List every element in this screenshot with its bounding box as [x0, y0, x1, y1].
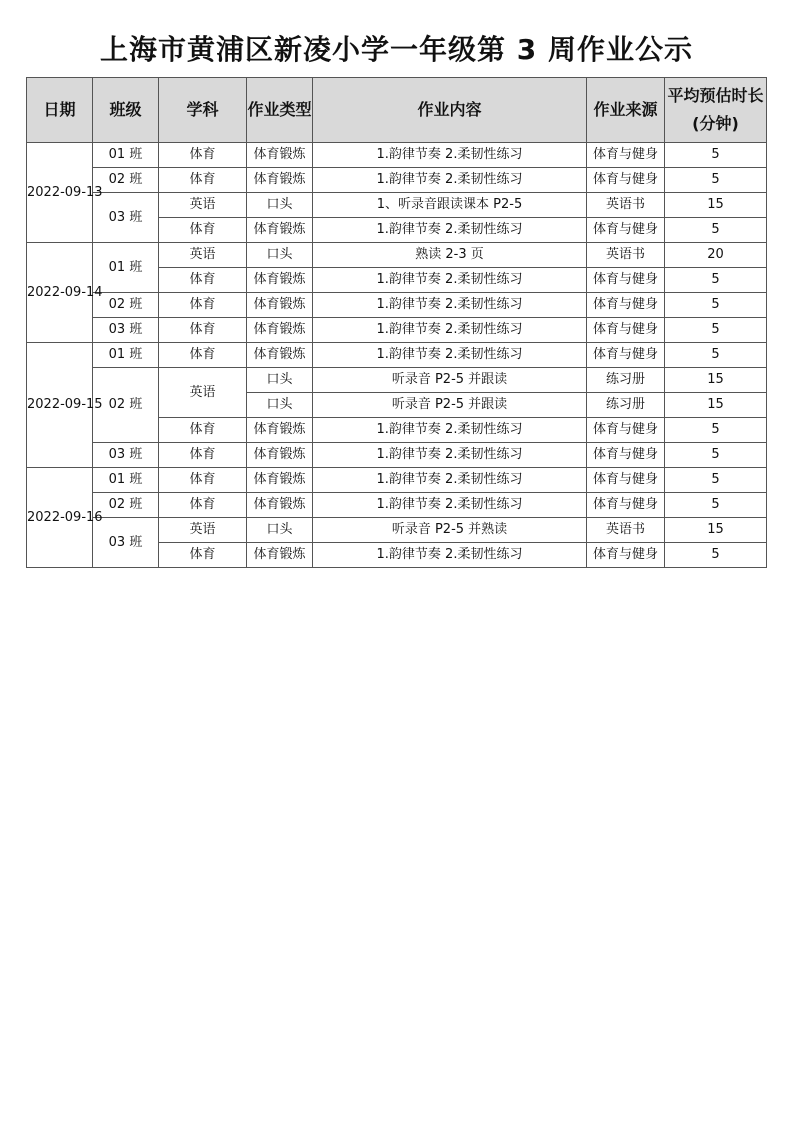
content-cell: 1.韵律节奏 2.柔韧性练习 [313, 343, 587, 368]
minutes-cell: 15 [665, 393, 767, 418]
content-cell: 1.韵律节奏 2.柔韧性练习 [313, 168, 587, 193]
class-cell: 03 班 [93, 193, 159, 243]
subject-cell: 英语 [159, 193, 247, 218]
source-cell: 英语书 [587, 518, 665, 543]
table-row [27, 468, 767, 493]
type-cell: 体育锻炼 [247, 218, 313, 243]
class-cell: 03 班 [93, 443, 159, 468]
type-cell: 体育锻炼 [247, 293, 313, 318]
minutes-cell: 5 [665, 468, 767, 493]
content-cell: 1.韵律节奏 2.柔韧性练习 [313, 418, 587, 443]
source-cell: 体育与健身 [587, 168, 665, 193]
table-header [27, 78, 767, 143]
subject-cell: 英语 [159, 243, 247, 268]
source-cell: 英语书 [587, 193, 665, 218]
class-cell: 02 班 [93, 168, 159, 193]
type-cell: 体育锻炼 [247, 543, 313, 568]
date-cell: 2022-09-14 [27, 243, 93, 343]
type-cell: 体育锻炼 [247, 318, 313, 343]
class-cell: 03 班 [93, 318, 159, 343]
type-cell: 体育锻炼 [247, 168, 313, 193]
type-cell: 口头 [247, 518, 313, 543]
content-cell: 听录音 P2-5 并熟读 [313, 518, 587, 543]
content-cell: 1.韵律节奏 2.柔韧性练习 [313, 293, 587, 318]
content-cell: 听录音 P2-5 并跟读 [313, 368, 587, 393]
source-cell: 体育与健身 [587, 443, 665, 468]
source-cell: 体育与健身 [587, 468, 665, 493]
table-row [27, 193, 767, 218]
homework-table [26, 77, 767, 568]
type-cell: 体育锻炼 [247, 418, 313, 443]
class-cell: 01 班 [93, 343, 159, 368]
type-cell: 体育锻炼 [247, 268, 313, 293]
source-cell: 体育与健身 [587, 268, 665, 293]
source-cell: 体育与健身 [587, 143, 665, 168]
table-row [27, 168, 767, 193]
content-cell: 1.韵律节奏 2.柔韧性练习 [313, 493, 587, 518]
source-cell: 练习册 [587, 368, 665, 393]
date-cell: 2022-09-15 [27, 343, 93, 468]
content-cell: 1.韵律节奏 2.柔韧性练习 [313, 468, 587, 493]
minutes-cell: 20 [665, 243, 767, 268]
type-cell: 体育锻炼 [247, 468, 313, 493]
minutes-cell: 5 [665, 318, 767, 343]
minutes-cell: 5 [665, 293, 767, 318]
header-source: 作业来源 [587, 78, 665, 143]
type-cell: 口头 [247, 243, 313, 268]
class-cell: 02 班 [93, 493, 159, 518]
type-cell: 口头 [247, 393, 313, 418]
content-cell: 听录音 P2-5 并跟读 [313, 393, 587, 418]
minutes-cell: 5 [665, 143, 767, 168]
date-cell: 2022-09-16 [27, 468, 93, 568]
class-cell: 02 班 [93, 293, 159, 318]
date-cell: 2022-09-13 [27, 143, 93, 243]
table-body [27, 143, 767, 568]
header-type: 作业类型 [247, 78, 313, 143]
table-row [27, 143, 767, 168]
type-cell: 体育锻炼 [247, 143, 313, 168]
subject-cell: 体育 [159, 343, 247, 368]
minutes-cell: 5 [665, 168, 767, 193]
subject-cell: 体育 [159, 418, 247, 443]
table-row [27, 368, 767, 393]
subject-cell: 英语 [159, 368, 247, 418]
class-cell: 01 班 [93, 468, 159, 493]
minutes-cell: 5 [665, 493, 767, 518]
subject-cell: 体育 [159, 293, 247, 318]
class-cell: 02 班 [93, 368, 159, 443]
minutes-cell: 5 [665, 418, 767, 443]
table-row [27, 493, 767, 518]
minutes-cell: 5 [665, 443, 767, 468]
minutes-cell: 5 [665, 218, 767, 243]
type-cell: 体育锻炼 [247, 343, 313, 368]
subject-cell: 体育 [159, 268, 247, 293]
minutes-cell: 15 [665, 518, 767, 543]
table-row [27, 443, 767, 468]
minutes-cell: 5 [665, 543, 767, 568]
source-cell: 英语书 [587, 243, 665, 268]
subject-cell: 体育 [159, 443, 247, 468]
subject-cell: 英语 [159, 518, 247, 543]
table-row [27, 243, 767, 268]
minutes-cell: 5 [665, 268, 767, 293]
header-class: 班级 [93, 78, 159, 143]
type-cell: 口头 [247, 193, 313, 218]
header-date: 日期 [27, 78, 93, 143]
content-cell: 1.韵律节奏 2.柔韧性练习 [313, 543, 587, 568]
class-cell: 01 班 [93, 143, 159, 168]
header-row [27, 78, 767, 143]
type-cell: 体育锻炼 [247, 443, 313, 468]
source-cell: 体育与健身 [587, 343, 665, 368]
source-cell: 体育与健身 [587, 293, 665, 318]
content-cell: 1、听录音跟读课本 P2-5 [313, 193, 587, 218]
minutes-cell: 5 [665, 343, 767, 368]
source-cell: 练习册 [587, 393, 665, 418]
page-title: 上海市黄浦区新凌小学一年级第 3 周作业公示 [100, 33, 693, 66]
class-cell: 03 班 [93, 518, 159, 568]
content-cell: 1.韵律节奏 2.柔韧性练习 [313, 318, 587, 343]
source-cell: 体育与健身 [587, 218, 665, 243]
table-row [27, 293, 767, 318]
subject-cell: 体育 [159, 318, 247, 343]
minutes-cell: 15 [665, 368, 767, 393]
type-cell: 体育锻炼 [247, 493, 313, 518]
minutes-cell: 15 [665, 193, 767, 218]
header-content: 作业内容 [313, 78, 587, 143]
source-cell: 体育与健身 [587, 493, 665, 518]
content-cell: 1.韵律节奏 2.柔韧性练习 [313, 443, 587, 468]
subject-cell: 体育 [159, 168, 247, 193]
subject-cell: 体育 [159, 218, 247, 243]
subject-cell: 体育 [159, 493, 247, 518]
content-cell: 1.韵律节奏 2.柔韧性练习 [313, 143, 587, 168]
table-row [27, 343, 767, 368]
subject-cell: 体育 [159, 468, 247, 493]
header-minutes: 平均预估时长(分钟) [665, 78, 767, 143]
source-cell: 体育与健身 [587, 318, 665, 343]
content-cell: 熟读 2-3 页 [313, 243, 587, 268]
class-cell: 01 班 [93, 243, 159, 293]
content-cell: 1.韵律节奏 2.柔韧性练习 [313, 268, 587, 293]
table-row [27, 318, 767, 343]
type-cell: 口头 [247, 368, 313, 393]
source-cell: 体育与健身 [587, 543, 665, 568]
source-cell: 体育与健身 [587, 418, 665, 443]
header-subject: 学科 [159, 78, 247, 143]
subject-cell: 体育 [159, 143, 247, 168]
table-row [27, 518, 767, 543]
content-cell: 1.韵律节奏 2.柔韧性练习 [313, 218, 587, 243]
subject-cell: 体育 [159, 543, 247, 568]
